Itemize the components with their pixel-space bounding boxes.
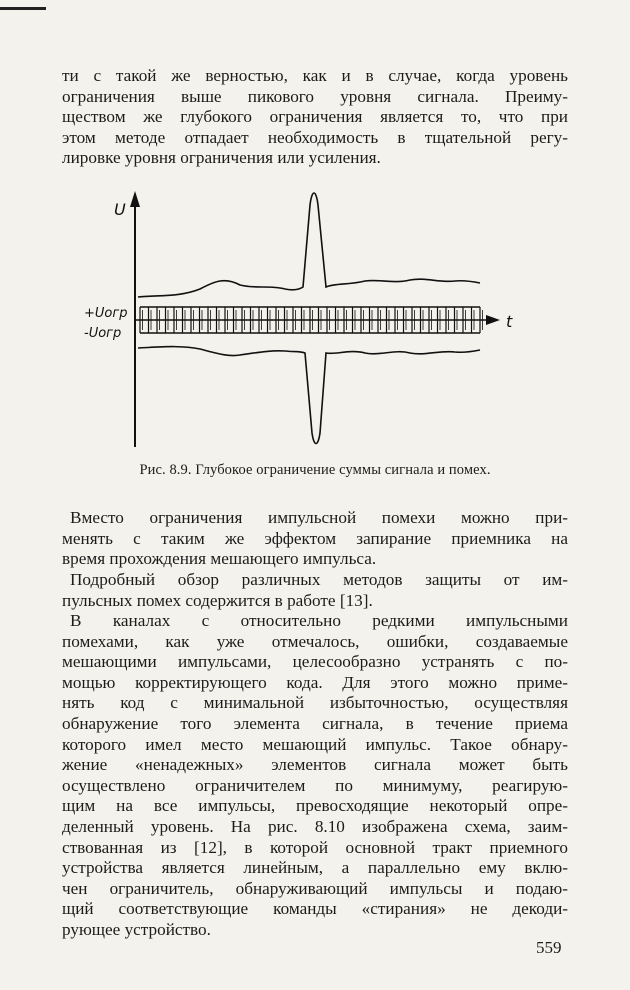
y-axis-label: U: [114, 200, 126, 219]
paragraph-2: [62, 508, 568, 570]
text-line: время прохождения мешающего импульса.: [62, 549, 377, 569]
text-line: пульсных помех содержится в работе [13].: [62, 590, 373, 610]
text-line: В каналах с относительно редкими импульсными: [70, 611, 568, 630]
text-line: ствованная из [12], в которой основной тракт приемного: [62, 837, 568, 857]
text-line: Вместо ограничения импульсной помехи можно при-: [70, 508, 568, 527]
text-line: деленный уровень. На рис. 8.10 изображена схема, заим-: [62, 816, 568, 836]
figure-caption: Рис. 8.9. Глубокое ограничение суммы сигнала и помех.: [139, 462, 491, 478]
text-line: устройства является линейным, а параллельно ему вклю-: [62, 858, 568, 878]
text-line: ограничения выше пикового уровня сигнала. Преиму-: [62, 86, 568, 106]
text-line: ти с такой же верностью, как и в случае, когда уровень: [62, 66, 568, 85]
page-number: 559: [536, 938, 562, 957]
x-axis-arrow: [486, 315, 500, 325]
text-line: менять с таким же эффектом запирание приемника на: [62, 528, 568, 548]
text-line: которого имел место мешающий импульс. Такое обнару-: [62, 734, 568, 754]
text-line: щий соответствующие команды «стирания» не декоди-: [62, 899, 568, 919]
text-line: обнаружение того элемента сигнала, в течение приема: [62, 713, 568, 733]
text-line: рующее устройство.: [62, 919, 211, 939]
text-line: мощью корректирующего кода. Для этого можно приме-: [62, 672, 568, 692]
text-line: нять код с минимальной избыточностью, осуществляя: [62, 693, 568, 713]
text-line: этом методе отпадает необходимость в тщательной регу-: [62, 127, 568, 147]
text-line: лировке уровня ограничения или усиления.: [62, 148, 381, 168]
corner-mark: [0, 7, 46, 10]
x-axis-label: t: [506, 312, 513, 331]
paragraph-3: [62, 570, 568, 611]
paragraph-4: [62, 611, 568, 941]
lower-envelope: [138, 347, 480, 444]
text-line: осуществлено ограничителем по минимуму, реагирую-: [62, 775, 568, 795]
paragraph-1: [62, 66, 568, 169]
y-axis-arrow: [130, 191, 140, 207]
text-line: ществом же глубокого ограничения является то, что при: [62, 107, 568, 127]
text-line: щим на все импульсы, превосходящие некоторый опре-: [62, 796, 568, 816]
text-line: помехами, как уже отмечалось, ошибки, создаваемые: [62, 631, 568, 651]
text-line: мешающими импульсами, целесообразно устранять с по-: [62, 652, 568, 672]
upper-envelope: [138, 193, 480, 297]
text-line: чен ограничитель, обнаруживающий импульсы и подаю-: [62, 878, 568, 898]
figure-8-9: [60, 185, 530, 455]
lower-limit-label: -Uогр: [84, 326, 122, 341]
upper-limit-label: +Uогр: [84, 306, 128, 321]
text-line: жение «ненадежных» элементов сигнала может быть: [62, 755, 568, 775]
text-line: Подробный обзор различных методов защиты от им-: [70, 570, 568, 589]
